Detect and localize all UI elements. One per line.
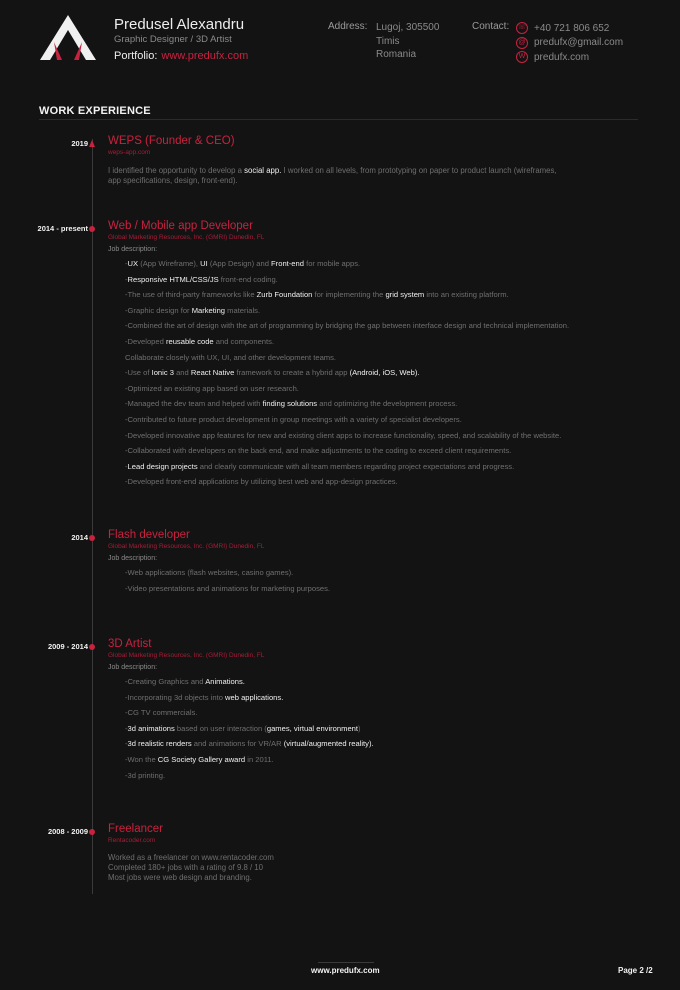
candidate-name: Predusel Alexandru [114, 16, 245, 33]
address-label: Address: [328, 21, 368, 32]
phone-icon: ☏ [516, 22, 528, 34]
timeline-dot-marker [89, 226, 95, 232]
section-title: WORK EXPERIENCE [39, 105, 151, 117]
bullet-item: -Incorporating 3d objects into web applications. [125, 692, 284, 702]
entry-subtitle[interactable]: weps-app.com [108, 149, 151, 156]
bullet-item: -3d printing. [125, 770, 166, 780]
page-number: Page 2 /2 [618, 966, 653, 975]
contact-phone [516, 21, 623, 36]
bullet-item: -3d animations based on user interaction (games, virtual environment) [125, 723, 361, 733]
address-line: Romania [376, 49, 417, 60]
entry-subtitle[interactable]: Rentacoder.com [108, 837, 156, 844]
bullet-item: -Lead design projects and clearly communicate with all team members regarding project expectations and progress. [125, 461, 515, 471]
bullet-item: -Graphic design for Marketing materials. [125, 305, 261, 315]
bullet-list [125, 568, 330, 599]
bullet-item: -Developed reusable code and components. [125, 336, 275, 346]
bullet-item: -Web applications (flash websites, casino games). [125, 568, 294, 577]
portfolio [114, 50, 248, 62]
address-block [376, 21, 439, 62]
contact-email [516, 36, 623, 51]
bullet-item: -Video presentations and animations for marketing purposes. [125, 583, 331, 593]
bullet-item: -UX (App Wireframe), UI (App Design) and Front-end for mobile apps. [125, 259, 361, 268]
timeline-dot-marker [89, 829, 95, 835]
logo-icon [38, 14, 98, 62]
bullet-item: -Responsive HTML/CSS/JS front-end coding. [125, 274, 278, 284]
phone-number[interactable]: +40 721 806 652 [534, 22, 610, 34]
entry-year: 2019 [71, 139, 88, 148]
bullet-item: -Optimized an existing app based on user research. [125, 383, 299, 393]
contact-list [516, 21, 623, 65]
address-line: Timis [376, 35, 400, 47]
website-link[interactable]: predufx.com [534, 51, 590, 63]
entry-title: Freelancer [108, 823, 163, 835]
bullet-item: -Combined the art of design with the art of programming by bridging the gap between interface design and technical implementation. [125, 321, 570, 331]
bullet-item: -Use of Ionic 3 and React Native framework to create a hybrid app (Android, iOS, Web). [125, 368, 420, 378]
website-icon: W [516, 51, 528, 63]
bullet-item: -Managed the dev team and helped with finding solutions and optimizing the development process. [125, 399, 458, 409]
portfolio-link[interactable]: www.predufx.com [161, 50, 249, 62]
bullet-item: -Contributed to future product development in group meetings with a variety of specialist developers. [125, 414, 462, 424]
timeline-line [92, 139, 93, 894]
candidate-title: Graphic Designer / 3D Artist [114, 34, 232, 45]
job-description-label: Job description: [108, 555, 158, 562]
entry-year: 2014 - present [37, 224, 88, 233]
email-icon: @ [516, 37, 528, 49]
address-line: Lugoj, 305500 [376, 22, 440, 33]
timeline-triangle-marker [89, 140, 95, 147]
footer-website-link[interactable]: www.predufx.com [311, 966, 380, 975]
entry-title: Flash developer [108, 529, 190, 541]
entry-title: 3D Artist [108, 638, 152, 650]
job-description-label: Job description: [108, 664, 158, 671]
section-divider [39, 119, 638, 120]
email-address[interactable]: predufx@gmail.com [534, 37, 624, 49]
entry-year: 2008 - 2009 [47, 827, 88, 836]
bullet-item: -Developed front-end applications by utilizing best web and app-design practices. [125, 477, 398, 487]
bullet-item: -The use of third-party frameworks like Zurb Foundation for implementing the grid system into an existing platform. [125, 290, 509, 300]
bullet-list [125, 677, 374, 786]
entry-title: Web / Mobile app Developer [108, 220, 253, 232]
timeline-dot-marker [89, 535, 95, 541]
bullet-item: -Creating Graphics and Animations. [125, 677, 245, 686]
bullet-item: -CG TV commercials. [125, 708, 198, 718]
bullet-item: -Collaborated with developers on the back end, and make adjustments to the coding to exceed client requirements. [125, 446, 512, 456]
entry-description: Worked as a freelancer on www.rentacoder.com Completed 180+ jobs with a rating of 9.8 / 10 Most jobs were web design and branding. [108, 853, 274, 882]
entry-subtitle: Global Marketing Resources, Inc. (GMRI) Dunedin, FL [108, 234, 265, 241]
portfolio-label: Portfolio: [114, 50, 158, 62]
entry-year: 2014 [71, 533, 88, 542]
bullet-item: -Won the CG Society Gallery award in 2011. [125, 754, 274, 764]
entry-subtitle: Global Marketing Resources, Inc. (GMRI) Dunedin, FL [108, 652, 265, 659]
footer-divider [318, 962, 374, 963]
bullet-list [125, 259, 569, 493]
bullet-item: -Developed innovative app features for new and existing client apps to increase functionality, speed, and scalability of the website. [125, 430, 562, 440]
contact-website [516, 50, 623, 65]
bullet-item: -3d realistic renders and animations for VR/AR (virtual/augmented reality). [125, 739, 374, 749]
job-description-label: Job description: [108, 246, 158, 253]
entry-title: WEPS (Founder & CEO) [108, 135, 235, 147]
contact-label: Contact: [472, 21, 510, 32]
bullet-item: Collaborate closely with UX, UI, and other development teams. [125, 352, 337, 362]
entry-subtitle: Global Marketing Resources, Inc. (GMRI) Dunedin, FL [108, 543, 265, 550]
entry-description: I identified the opportunity to develop a social app. I worked on all levels, from prototyping on paper to product launch (wireframes, app specifications, design, front-end). [108, 166, 557, 185]
timeline-dot-marker [89, 644, 95, 650]
entry-year: 2009 - 2014 [47, 642, 88, 651]
